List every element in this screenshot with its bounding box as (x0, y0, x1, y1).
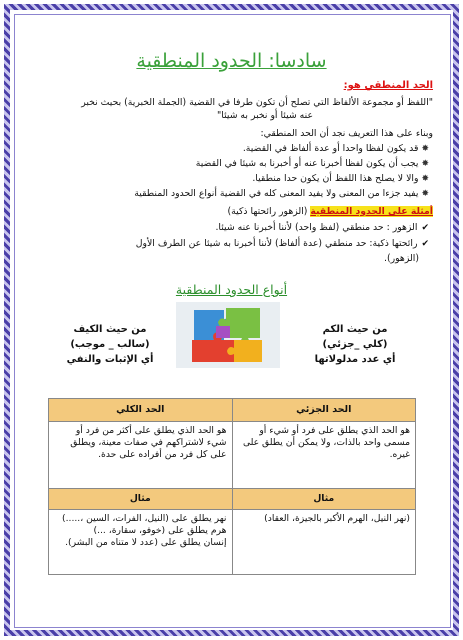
quantity-type (295, 322, 415, 367)
example-line: هرم يطلق على (خوفو، سقارة، ...) (93, 525, 227, 536)
quantity-values: (كلي _جزئي) (322, 339, 388, 350)
partial-term-definition: هو الحد الذي يطلق على فرد أو شيء أو مسمى واحد بالذات، ولا يمكن أن يطلق على غيره. (232, 422, 416, 489)
puzzle-image (176, 302, 280, 368)
terms-table (48, 398, 416, 575)
based-on-text: وبناء على هذا التعريف نجد أن الحد المنطقي: (260, 128, 433, 139)
definition-heading: الحد المنطقي هو: (343, 80, 433, 91)
example-line: إنسان يطلق على (عدد لا متناه من البشر). (65, 537, 227, 548)
example-line: نهر يطلق على (النيل، الفرات، السين ،.....) (62, 513, 227, 524)
partial-example-label: مثال (232, 489, 416, 510)
point-item: ✸ قد يكون لفظا واحدا أو عدة ألفاظ في القضية. (19, 143, 429, 155)
partial-term-example: (نهر النيل، الهرم الأكبر بالجيزة، العقاد) (232, 510, 416, 575)
point-item: ✸ والا لا يصلح هذا اللفظ أن يكون حدا منطقيا. (19, 173, 429, 185)
quantity-heading: من حيث الكم (322, 324, 388, 335)
universal-example-label: مثال (49, 489, 233, 510)
quality-values: (سالب _ موجب) (70, 339, 150, 350)
check-item: ✔ رائحتها ذكية: حد منطقي (عدة ألفاظ) لأننا أخبرنا به شيئا عن الطرف الأول (19, 238, 429, 250)
quality-meaning: أي الإثبات والنفي (66, 354, 154, 365)
column-universal-term: الحد الكلي (49, 399, 233, 422)
universal-term-definition: هو الحد الذي يطلق على أكثر من فرد أو شيء لاشتراكهم في صفات معينة، ويطلق على كل فرد من أفراده على حدة. (49, 422, 233, 489)
quality-type (50, 322, 170, 367)
point-item: ✸ يجب أن يكون لفظا أخبرنا عنه أو أخبرنا به شيئا في القضية (19, 158, 429, 170)
definition-line-2: عنه شيئا أو نخبر به شيئا" (216, 110, 313, 121)
point-item: ✸ يفيد جزءا من المعنى ولا يفيد المعنى كله في القضية أنواع الحدود المنطقية (19, 188, 429, 200)
check-item: ✔ الزهور : حد منطقي (لفظ واحد) لأننا أخبرنا عنه شيئا. (19, 222, 429, 234)
column-partial-term: الحد الجزئي (232, 399, 416, 422)
types-title: أنواع الحدود المنطقية (175, 282, 288, 297)
check-continuation: (الزهور). (384, 253, 419, 264)
quantity-meaning: أي عدد مدلولاتها (314, 354, 396, 365)
example-sentence: (الزهور رائحتها ذكية) (227, 206, 308, 217)
example-highlight: أمثلة على الحدود المنطقية (310, 206, 433, 217)
page-title: سادسا: الحدود المنطقية (136, 50, 327, 72)
universal-term-example (49, 510, 233, 575)
quality-heading: من حيث الكيف (73, 324, 147, 335)
example-line (23, 206, 433, 218)
definition-line-1: "اللفظ أو مجموعة الألفاظ التي تصلح أن تكون طرفا في القضية (الجملة الخبرية) بحيث نخبر (81, 97, 433, 108)
